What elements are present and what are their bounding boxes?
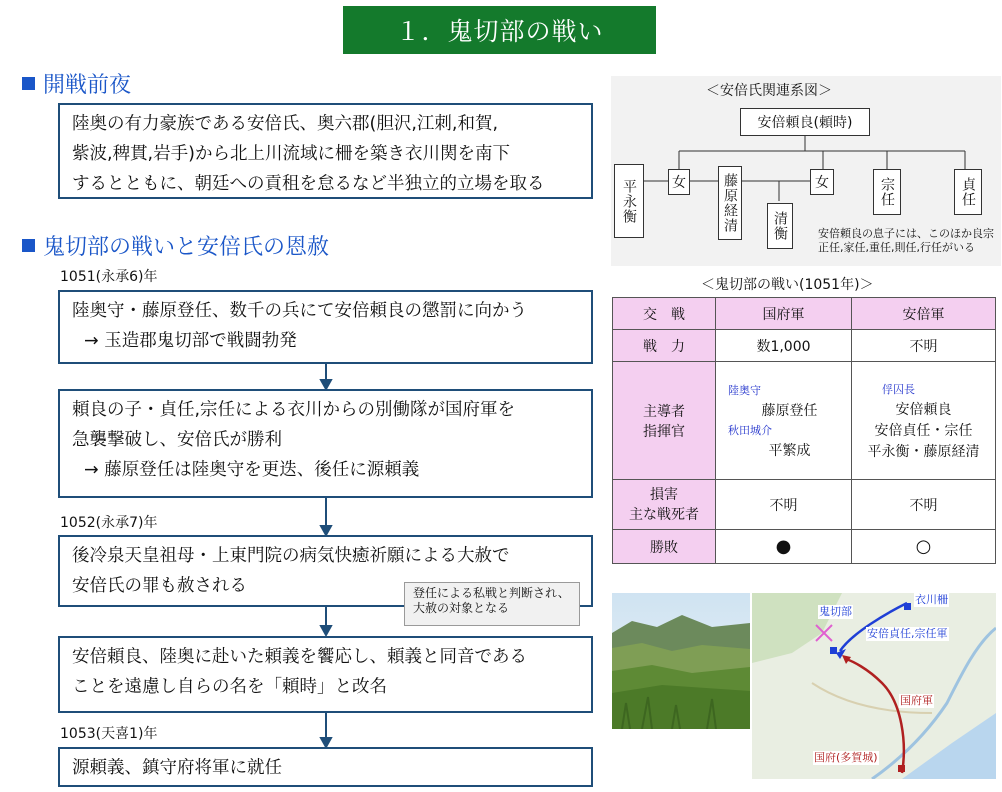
family-node-kiyohira: 清衡	[767, 203, 793, 249]
family-node-fujiwara: 藤原経清	[718, 166, 742, 240]
prewar-line: するとともに、朝廷への貢租を怠るなど半独立的立場を取る	[72, 174, 545, 194]
family-node-root: 安倍頼良(頼時)	[740, 108, 870, 136]
table-label-cell: 勝敗	[613, 530, 716, 564]
section-heading-text: 鬼切部の戦いと安倍氏の恩赦	[43, 235, 330, 260]
arrow-head-icon	[321, 380, 331, 389]
map-label-koromogawa: 衣川柵	[915, 593, 948, 606]
prewar-line: 紫波,稗貫,岩手)から北上川流域に柵を築き衣川関を南下	[72, 144, 510, 164]
family-node-muneto: 宗任	[873, 169, 901, 215]
event-box-rename	[58, 636, 593, 713]
family-node-sadato: 貞任	[954, 169, 982, 215]
event-line: 安倍氏の罪も赦される	[72, 576, 247, 596]
event-line: 急襲撃破し、安倍氏が勝利	[72, 430, 282, 450]
table-row	[613, 530, 996, 564]
arrow-head-icon	[321, 526, 331, 535]
onikiribe-marker-icon	[830, 647, 837, 654]
map-label-kokufu-army: 国府軍	[900, 694, 933, 707]
label-line: 主導者	[643, 403, 685, 420]
event-line: → 玉造郡鬼切部で戦闘勃発	[84, 331, 297, 351]
table-row	[613, 480, 996, 530]
table-label-cell	[613, 362, 716, 480]
table-header-cell: 国府軍	[716, 298, 852, 330]
result-cell-kokufu: ●	[716, 530, 852, 564]
event-line: 頼良の子・貞任,宗任による衣川からの別働隊が国府軍を	[72, 400, 516, 420]
label-line: 指揮官	[643, 423, 685, 440]
table-label-cell	[613, 480, 716, 530]
callout-line: 大赦の対象となる	[413, 601, 510, 615]
event-line: 源頼義、鎮守府将軍に就任	[72, 758, 282, 778]
event-box-victory	[58, 389, 593, 498]
table-header-cell: 交 戦	[613, 298, 716, 330]
battle-table	[612, 297, 996, 564]
year-1053: 1053(天喜1)年	[60, 726, 158, 742]
label-line: 損害	[650, 486, 678, 503]
note-line: 正任,家任,重任,則任,行任がいる	[818, 241, 975, 254]
prewar-line: 陸奥の有力豪族である安倍氏、奥六郡(胆沢,江刺,和賀,	[72, 114, 499, 134]
callout-line: 登任による私戦と判断され、	[413, 586, 570, 600]
kokufu-marker-icon	[898, 765, 905, 772]
event-line: → 藤原登任は陸奥守を更迭、後任に源頼義	[84, 460, 420, 480]
table-cell: 数1,000	[716, 330, 852, 362]
commander-name: 平永衡・藤原経清	[867, 443, 980, 460]
table-cell: 不明	[716, 480, 852, 530]
year-1052: 1052(永承7)年	[60, 515, 158, 531]
event-line: 安倍頼良、陸奥に赴いた頼義を饗応し、頼義と同音である	[72, 647, 527, 667]
table-label-cell: 戦 力	[613, 330, 716, 362]
result-cell-abe: ○	[852, 530, 996, 564]
event-box-shogun	[58, 747, 593, 787]
koromogawa-marker-icon	[904, 603, 911, 610]
table-cell	[852, 362, 996, 480]
role-tag: 陸奥守	[728, 383, 761, 397]
section-heading-text: 開戦前夜	[43, 73, 132, 98]
page-title: １．鬼切部の戦い	[343, 6, 656, 54]
table-row	[613, 330, 996, 362]
event-line: ことを遠慮し自らの名を「頼時」と改名	[72, 677, 387, 697]
family-node-daughter2: 女	[810, 169, 834, 195]
role-tag: 俘囚長	[882, 382, 915, 396]
arrow-head-icon	[321, 738, 331, 747]
label-line: 主な戦死者	[629, 506, 699, 523]
family-node-taira: 平永衡	[614, 164, 644, 238]
table-cell: 不明	[852, 480, 996, 530]
map-label-abe-route: 安倍貞任,宗任軍	[867, 627, 948, 640]
family-tree-caption: ＜安倍氏関連系図＞	[706, 83, 832, 99]
amnesty-callout	[404, 582, 580, 626]
table-header-cell: 安倍軍	[852, 298, 996, 330]
note-line: 安倍頼良の息子には、このほか良宗	[818, 227, 994, 240]
table-row	[613, 362, 996, 480]
table-cell	[716, 362, 852, 480]
table-cell: 不明	[852, 330, 996, 362]
arrow-head-icon	[321, 626, 331, 635]
battle-table-caption: ＜鬼切部の戦い(1051年)＞	[701, 277, 874, 293]
commander-name: 安倍頼良	[895, 401, 952, 418]
commander-name: 安倍貞任・宗任	[874, 422, 973, 439]
event-line: 後冷泉天皇祖母・上東門院の病気快癒祈願による大赦で	[72, 546, 510, 566]
role-tag: 秋田城介	[728, 423, 772, 437]
commander-name: 平繁成	[768, 442, 811, 459]
family-tree-note	[818, 227, 1000, 255]
family-node-daughter1: 女	[668, 169, 690, 195]
commander-name: 藤原登任	[761, 402, 818, 419]
event-line: 陸奥守・藤原登任、数千の兵にて安倍頼良の懲罰に向かう	[72, 301, 527, 321]
map-label-kokufu: 国府(多賀城)	[814, 751, 878, 764]
landscape-photo	[612, 593, 750, 729]
year-1051: 1051(永承6)年	[60, 269, 158, 285]
map-label-onikiribe: 鬼切部	[819, 605, 852, 618]
table-row	[613, 298, 996, 330]
